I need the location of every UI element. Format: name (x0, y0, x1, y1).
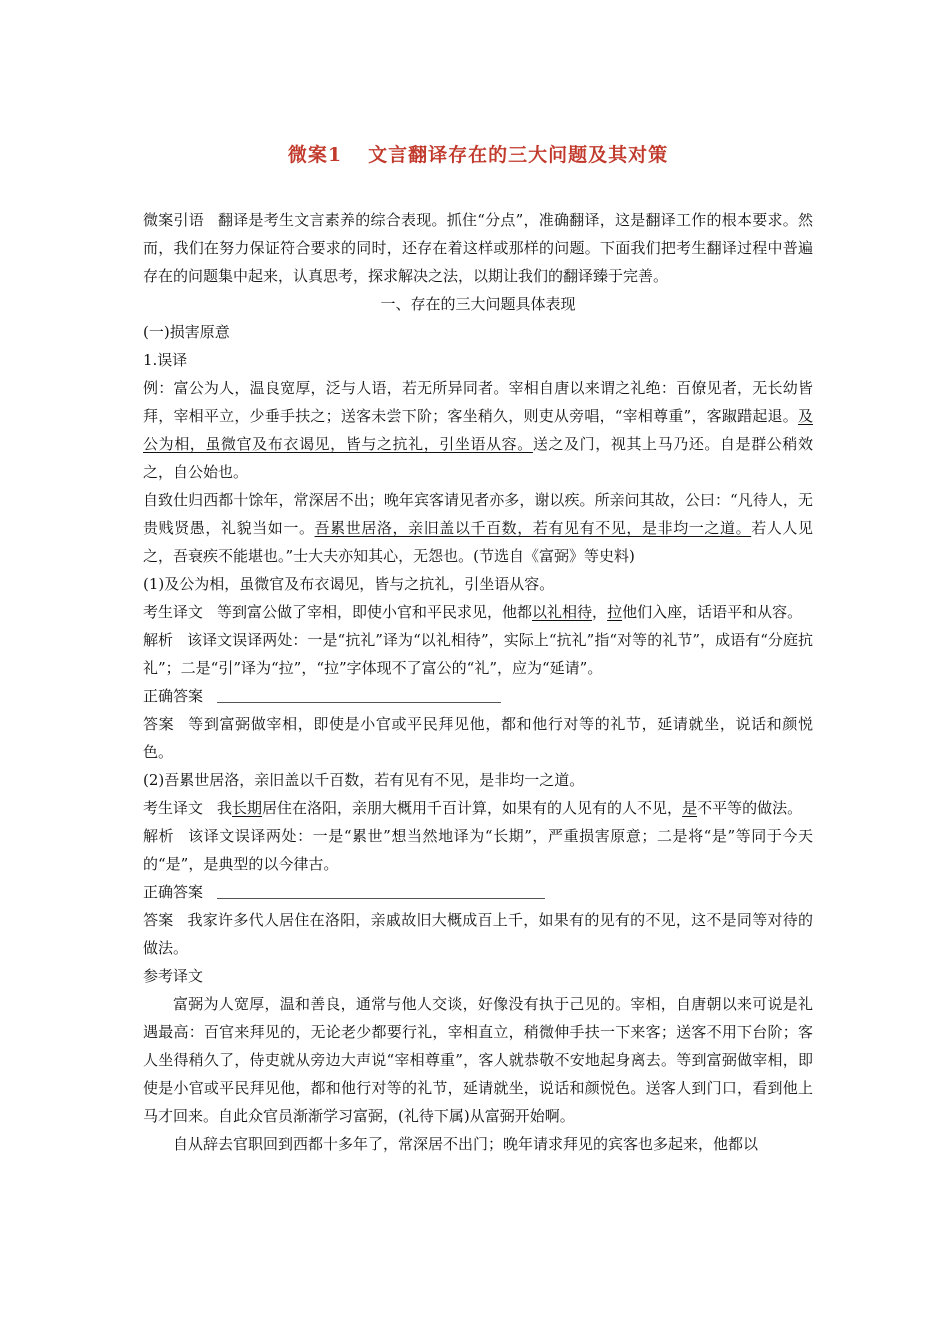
intro-paragraph (143, 206, 813, 290)
student-text: 我 (217, 799, 233, 817)
answer-text: 我家许多代人居住在洛阳，亲戚故旧大概成百上千，如果有的见有的不见，这不是同等对待的做法。 (143, 911, 813, 957)
question-2-answer (143, 906, 813, 962)
analysis-text: 该译文误译两处：一是“抗礼”译为“以礼相待”，实际上“抗礼”指“对等的礼节”，成语有“分庭抗礼”；二是“引”译为“拉”，“拉”字体现不了富公的“礼”，应为“延请”。 (143, 631, 813, 677)
example-paragraph-2 (143, 486, 813, 570)
question-2-sentence: (2)吾累世居洛，亲旧盖以千百数，若有见有不见，是非均一之道。 (143, 771, 585, 789)
correct-answer-tag: 正确答案 (143, 687, 204, 705)
underlined-word: 拉 (607, 603, 623, 621)
correct-answer-tag: 正确答案 (143, 883, 204, 901)
student-text: 不平等的做法。 (697, 799, 803, 817)
item-heading: 1.误译 (143, 351, 188, 369)
page-title (143, 140, 813, 170)
underlined-sentence-2: 吾累世居洛，亲旧盖以千百数，若有见有不见，是非均一之道。 (314, 519, 752, 537)
student-tag: 考生译文 (143, 603, 204, 621)
intro-text: 翻译是考生文言素养的综合表现。抓住“分点”，准确翻译，这是翻译工作的根本要求。然而，我们在努力保证符合要求的同时，还存在着这样或那样的问题。下面我们把考生翻译过程中普遍存在的问题集中起来，认真思考，探求解决之法，以期让我们的翻译臻于完善。 (143, 211, 813, 285)
underlined-sentence-1: 及公为相，虽微官及布衣谒见，皆与之抗礼，引坐语从容。 (143, 407, 813, 453)
answer-tag: 答案 (143, 715, 175, 733)
subsection-heading: (一)损害原意 (143, 323, 230, 341)
question-1-correct-answer (143, 682, 813, 710)
example-text: 若人人见之，吾衰疾不能堪也。”士大夫亦知其心，无怨也。(节选自《富弼》等史料) (143, 519, 813, 565)
student-tag: 考生译文 (143, 799, 204, 817)
question-2-analysis (143, 822, 813, 878)
student-text: 他们入座，话语平和从容。 (622, 603, 803, 621)
example-text: 例：富公为人，温良宽厚，泛与人语，若无所异同者。宰相自唐以来谓之礼绝：百僚见者，无长幼皆拜，宰相平立，少垂手扶之；送客未尝下阶；客坐稍久，则吏从旁唱，“宰相尊重”，客踧踖起退。 (143, 379, 813, 425)
underlined-word: 以礼相待 (532, 603, 593, 621)
example-text: 送之及门，视其上马乃还。自是群公稍效之，自公始也。 (143, 435, 813, 481)
question-1-sentence: (1)及公为相，虽微官及布衣谒见，皆与之抗礼，引坐语从容。 (143, 575, 555, 593)
analysis-tag: 解析 (143, 631, 174, 649)
underlined-word: 是 (682, 799, 698, 817)
answer-tag: 答案 (143, 911, 174, 929)
question-1-answer (143, 710, 813, 766)
analysis-tag: 解析 (143, 827, 175, 845)
underlined-word: 长期 (232, 799, 263, 817)
analysis-text: 该译文误译两处：一是“累世”想当然地译为“长期”，严重损害原意；二是将“是”等同于今天的“是”，是典型的以今律古。 (143, 827, 813, 873)
answer-text: 等到富弼做宰相，即使是小官或平民拜见他，都和他行对等的礼节，延请就坐，说话和颜悦色。 (143, 715, 813, 761)
student-text: ， (592, 603, 608, 621)
question-1-analysis (143, 626, 813, 682)
title-label: 微案1 (287, 144, 343, 166)
reference-heading: 参考译文 (143, 967, 204, 985)
answer-blank-line[interactable] (217, 692, 501, 703)
example-paragraph-1 (143, 374, 813, 486)
reference-paragraph-2: 自从辞去官职回到西都十多年了，常深居不出门；晚年请求拜见的宾客也多起来，他都以 (173, 1135, 759, 1153)
section-heading: 一、存在的三大问题具体表现 (380, 295, 576, 313)
answer-blank-line[interactable] (217, 888, 545, 899)
student-text: 居住在洛阳，亲朋大概用千百计算，如果有的人见有的人不见， (262, 799, 683, 817)
title-text: 文言翻译存在的三大问题及其对策 (368, 144, 669, 166)
student-text: 等到富公做了宰相，即使小官和平民求见，他都 (217, 603, 533, 621)
example-text: 自致仕归西都十馀年，常深居不出；晚年宾客请见者亦多，谢以疾。所亲问其故，公曰：“凡待人，无贵贱贤愚，礼貌当如一。 (143, 491, 813, 537)
reference-paragraph-1: 富弼为人宽厚，温和善良，通常与他人交谈，好像没有执于己见的。宰相，自唐朝以来可说是礼遇最高：百官来拜见的，无论老少都要行礼，宰相直立，稍微伸手扶一下来客；送客不用下台阶；客人坐得稍久了，侍吏就从旁边大声说“宰相尊重”，客人就恭敬不安地起身离去。等到富弼做宰相，即使是小官或平民拜见他，都和他行对等的礼节，延请就坐，说话和颜悦色。送客人到门口，看到他上马才回来。自此众官员渐渐学习富弼，(礼待下属)从富弼开始啊。 (143, 995, 813, 1125)
question-2-student-translation (143, 794, 813, 822)
question-1-student-translation (143, 598, 813, 626)
intro-tag: 微案引语 (143, 211, 204, 229)
document-page (143, 140, 813, 1158)
question-2-correct-answer (143, 878, 813, 906)
